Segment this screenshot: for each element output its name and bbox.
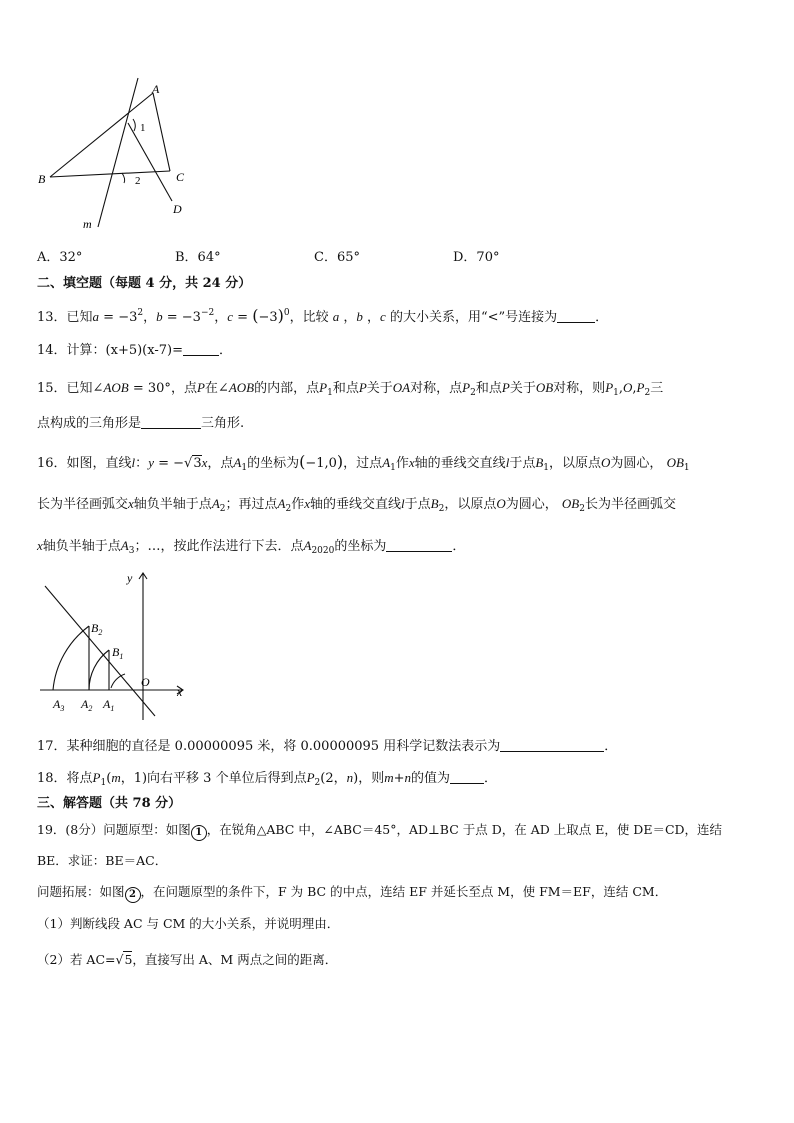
line-l — [45, 586, 155, 716]
label-B1: $B_1$ — [112, 645, 124, 661]
label-B2: $B_2$ — [91, 621, 103, 637]
q15-num: 15．已知 — [37, 381, 93, 396]
q15-t10: 三 — [650, 381, 664, 396]
label-m: m — [83, 217, 92, 231]
q16-t4: 作 — [395, 456, 409, 471]
question-15-line1: 15．已知∠AOB = 30°，点P在∠AOB的内部，点$P_1$和点P关于OA对称，点$P_2$和点P关于OB对称，则$P_1,O,P_2$三 — [37, 380, 664, 398]
q18-answer-blank[interactable] — [450, 771, 484, 784]
segment-BC — [50, 171, 170, 177]
q16-t8: 为圆心， — [610, 456, 663, 471]
q16-num: 16．如图，直线 — [37, 456, 132, 471]
figure-2-circle-icon: 2 — [125, 887, 141, 903]
q15-t2: 在 — [204, 381, 218, 396]
q19-l2: BE．求证：BE＝AC． — [37, 853, 168, 868]
label-A3: $A_3$ — [53, 697, 65, 713]
q15-line2b: 三角形. — [201, 416, 245, 431]
q16-l2a: 长为半径画弧交 — [37, 497, 129, 512]
q19-l3a: 问题拓展：如图 — [37, 884, 125, 899]
q17-answer-blank[interactable] — [500, 739, 604, 752]
label-A: A — [152, 82, 160, 96]
q12-option-a[interactable]: A．32° — [37, 250, 83, 265]
arc-small — [111, 674, 125, 688]
q15-t4: 和点 — [332, 381, 359, 396]
q16-l2d: 作 — [291, 497, 305, 512]
figure-1-circle-icon: 1 — [191, 825, 207, 841]
q15-t6: 对称，点 — [410, 381, 463, 396]
label-angle-1: 1 — [140, 122, 146, 134]
section3-title: 三、解答题（共 78 分） — [37, 796, 182, 811]
label-B: B — [38, 172, 46, 186]
question-19-line1 — [37, 820, 722, 841]
q12-option-d[interactable]: D．70° — [453, 250, 500, 265]
q16-l2h: 为圆心， — [505, 497, 558, 512]
q15-t7: 和点 — [475, 381, 502, 396]
q15-answer-blank[interactable] — [141, 416, 201, 429]
label-y: y — [127, 571, 133, 585]
q16-l2e: 轴的垂线交直线 — [310, 497, 402, 512]
q13-t1: ，比较 — [289, 310, 329, 325]
question-19-line3 — [37, 882, 667, 903]
q16-l3c: 的坐标为 — [334, 539, 387, 554]
section2-title: 二、填空题（每题 4 分，共 24 分） — [37, 276, 252, 291]
q15-t3: 的内部，点 — [254, 381, 320, 396]
coordinate-figure — [35, 568, 195, 723]
question-16-line2: 长为半径画弧交x轴负半轴于点$A_2$；再过点$A_2$作x轴的垂线交直线l于点$B_2$，以原点O为圆心， $OB_2$长为半径画弧交 — [37, 496, 676, 514]
question-17 — [37, 737, 617, 757]
label-A1: $A_1$ — [103, 697, 115, 713]
q16-l2f: 于点 — [404, 497, 431, 512]
label-D: D — [173, 202, 182, 216]
q16-l3b: ；…，按此作法进行下去．点 — [134, 539, 304, 554]
q15-t8: 关于 — [509, 381, 536, 396]
arc-OB2 — [53, 626, 89, 690]
q16-l2c: ；再过点 — [225, 497, 278, 512]
angle-2-arc — [122, 173, 125, 183]
q17-end: ． — [604, 739, 618, 754]
question-19-part2: （2）若 AC=√5，直接写出 A、M 两点之间的距离． — [37, 952, 338, 967]
q19-l5a: （2）若 AC= — [37, 952, 116, 967]
q15-t5: 关于 — [366, 381, 393, 396]
angle-1-arc — [133, 119, 135, 131]
q15-t1: ，点 — [170, 381, 197, 396]
q13-t2: 的大小关系，用“<”号连接为 — [389, 310, 558, 325]
segment-AC — [153, 93, 170, 171]
q16-end: ． — [452, 539, 466, 554]
arc-OB1 — [89, 650, 109, 690]
line-m — [98, 78, 138, 227]
question-19-part1 — [37, 914, 339, 934]
q18-b: ，1)向右平移 3 个单位后得到点 — [120, 771, 307, 786]
question-19-line2 — [37, 851, 167, 871]
q16-l3a: 轴负半轴于点 — [42, 539, 121, 554]
q13-end: ． — [595, 310, 609, 325]
q16-t3: ，过点 — [343, 456, 383, 471]
q12-option-c[interactable]: C．65° — [314, 250, 360, 265]
q18-end: ． — [484, 771, 498, 786]
q18-c: ，则 — [358, 771, 385, 786]
q19-l3b: ，在问题原型的条件下，F 为 BC 的中点，连结 EF 并延长至点 M，使 FM＝EF，连结 CM． — [140, 884, 668, 899]
q15-t9: 对称，则 — [553, 381, 606, 396]
q14-answer-blank[interactable] — [183, 343, 219, 356]
q13-num: 13．已知 — [37, 310, 93, 325]
q16-l2b: 轴负半轴于点 — [133, 497, 212, 512]
q19-l1b: ，在锐角△ABC 中，∠ABC＝45°，AD⊥BC 于点 D，在 AD 上取点 E，使 DE＝CD，连结 — [206, 822, 723, 837]
question-15-line2 — [37, 414, 244, 434]
q13-answer-blank[interactable] — [557, 310, 595, 323]
q16-t7: ，以原点 — [549, 456, 602, 471]
q19-l4: （1）判断线段 AC 与 CM 的大小关系，并说明理由． — [37, 916, 340, 931]
q16-l2i: 长为半径画弧交 — [584, 497, 676, 512]
question-14 — [37, 341, 232, 361]
q16-t2: 的坐标为 — [247, 456, 300, 471]
q16-t5: 轴的垂线交直线 — [414, 456, 506, 471]
q16-t6: 于点 — [509, 456, 536, 471]
q18-a: 18．将点 — [37, 771, 93, 786]
segment-to-D — [128, 123, 172, 201]
q12-option-b[interactable]: B．64° — [175, 250, 221, 265]
question-18: 18．将点$P_1(m$，1)向右平移 3 个单位后得到点$P_2(2$，n)，则m+n的值为 ． — [37, 770, 498, 788]
question-13: 13．已知$a = -3^2$，$b = -3^{-2}$，$c = (-3)^0$，比较 a ，b ，c 的大小关系，用“<”号连接为 ． — [37, 306, 609, 325]
q16-t1: ，点 — [207, 456, 234, 471]
label-A2: $A_2$ — [81, 697, 93, 713]
q16-l2g: ，以原点 — [444, 497, 497, 512]
label-C: C — [176, 170, 185, 184]
q15-line2a: 点构成的三角形是 — [37, 416, 142, 431]
q17-text: 17．某种细胞的直径是 0.00000095 米，将 0.00000095 用科学记数法表示为 — [37, 739, 501, 754]
label-O: O — [141, 675, 150, 689]
label-x: x — [177, 685, 183, 699]
q16-answer-blank[interactable] — [386, 539, 452, 552]
triangle-figure — [30, 75, 200, 235]
q19-l5b: ，直接写出 A、M 两点之间的距离． — [132, 952, 338, 967]
q19-l1a: 19．(8分）问题原型：如图 — [37, 822, 191, 837]
q18-d: 的值为 — [411, 771, 451, 786]
label-angle-2: 2 — [135, 175, 141, 187]
question-16-line1: 16．如图，直线l：y = −√3x，点$A_1$的坐标为(−1,0)，过点$A_1$作x轴的垂线交直线l于点$B_1$，以原点O为圆心， $OB_1$ — [37, 452, 690, 473]
q14-end: ． — [218, 343, 232, 358]
q14-text: 14．计算：(x+5)(x-7)= — [37, 343, 183, 358]
segment-BA — [50, 93, 153, 177]
question-16-line3: x轴负半轴于点$A_3$；…，按此作法进行下去．点$A_{2020}$的坐标为 ． — [37, 538, 466, 556]
